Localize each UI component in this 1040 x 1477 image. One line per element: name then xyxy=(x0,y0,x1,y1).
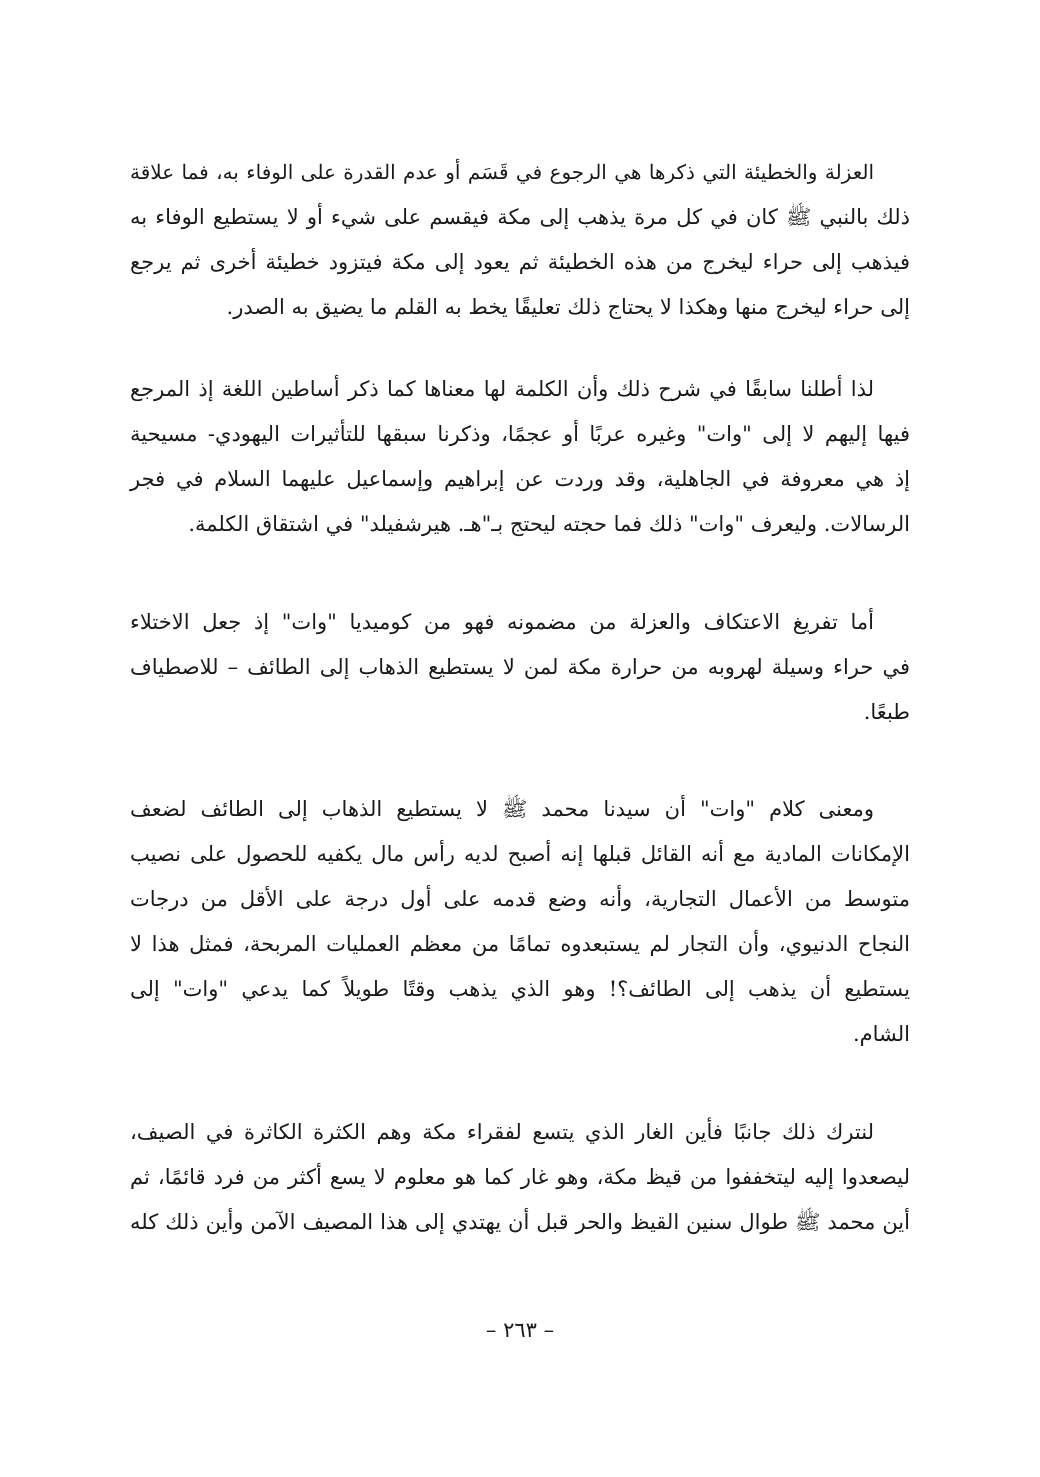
paragraph-4 xyxy=(130,787,910,1057)
paragraph-line: ليصعدوا إليه ليتخففوا من قيظ مكة، وهو غار كما هو معلوم لا يسع أكثر من فرد قائمًا، ثم xyxy=(130,1165,910,1189)
paragraph-line: الشام. xyxy=(852,1022,910,1046)
paragraph-line: أما تفريغ الاعتكاف والعزلة من مضمونه فهو من كوميديا "وات" إذ جعل الاختلاء xyxy=(130,610,874,634)
paragraph-line: الرسالات. وليعرف "وات" ذلك فما حجته ليحتج بـ"هـ. هيرشفيلد" في اشتقاق الكلمة. xyxy=(188,512,910,536)
paragraph-line: لنترك ذلك جانبًا فأين الغار الذي يتسع لفقراء مكة وهم الكثرة الكاثرة في الصيف، xyxy=(130,1120,874,1144)
paragraph-2 xyxy=(130,367,910,547)
paragraph-line: إذ هي معروفة في الجاهلية، وقد وردت عن إبراهيم وإسماعيل عليهما السلام في فجر xyxy=(130,467,910,491)
paragraph-line: في حراء وسيلة لهروبه من حرارة مكة لمن لا يستطيع الذهاب إلى الطائف – للاصطياف xyxy=(130,655,910,679)
paragraph-line: إلى حراء ليخرج منها وهكذا لا يحتاج ذلك تعليقًا يخط به القلم ما يضيق به الصدر. xyxy=(226,295,910,319)
paragraph-line: ذلك بالنبي ﷺ كان في كل مرة يذهب إلى مكة فيقسم على شيء أو لا يستطيع الوفاء به xyxy=(130,205,910,229)
paragraph-line: فيذهب إلى حراء ليخرج من هذه الخطيئة ثم يعود إلى مكة فيتزود خطيئة أخرى ثم يرجع xyxy=(130,250,910,274)
paragraph-line: أين محمد ﷺ طوال سنين القيظ والحر قبل أن يهتدي إلى هذا المصيف الآمن وأين ذلك كله xyxy=(130,1210,910,1234)
paragraph-5 xyxy=(130,1110,910,1245)
paragraph-line: الإمكانات المادية مع أنه القائل قبلها إنه أصبح لديه رأس مال يكفيه للحصول على نصيب xyxy=(130,842,910,866)
paragraph-line: لذا أطلنا سابقًا في شرح ذلك وأن الكلمة لها معناها كما ذكر أساطين اللغة إذ المرجع xyxy=(130,377,874,401)
paragraph-3 xyxy=(130,600,910,735)
paragraph-line: النجاح الدنيوي، وأن التجار لم يستبعدوه تمامًا من معظم العمليات المربحة، فمثل هذا لا xyxy=(130,932,910,956)
paragraph-1 xyxy=(130,150,910,330)
paragraph-line: فيها إليهم لا إلى "وات" وغيره عربًا أو عجمًا، وذكرنا سبقها للتأثيرات اليهودي- مسيحية xyxy=(130,422,910,446)
page-number: – ٢٦٣ – xyxy=(485,1318,555,1342)
paragraph-line: متوسط من الأعمال التجارية، وأنه وضع قدمه على أول درجة على الأقل من درجات xyxy=(130,887,910,911)
paragraph-line: العزلة والخطيئة التي ذكرها هي الرجوع في قَسَم أو عدم القدرة على الوفاء به، فما علاقة xyxy=(130,160,874,184)
paragraph-line: ومعنى كلام "وات" أن سيدنا محمد ﷺ لا يستطيع الذهاب إلى الطائف لضعف xyxy=(130,797,874,821)
paragraph-line: يستطيع أن يذهب إلى الطائف؟! وهو الذي يذهب وقتًا طويلاً كما يدعي "وات" إلى xyxy=(130,977,910,1001)
paragraph-line: طبعًا. xyxy=(863,700,910,724)
